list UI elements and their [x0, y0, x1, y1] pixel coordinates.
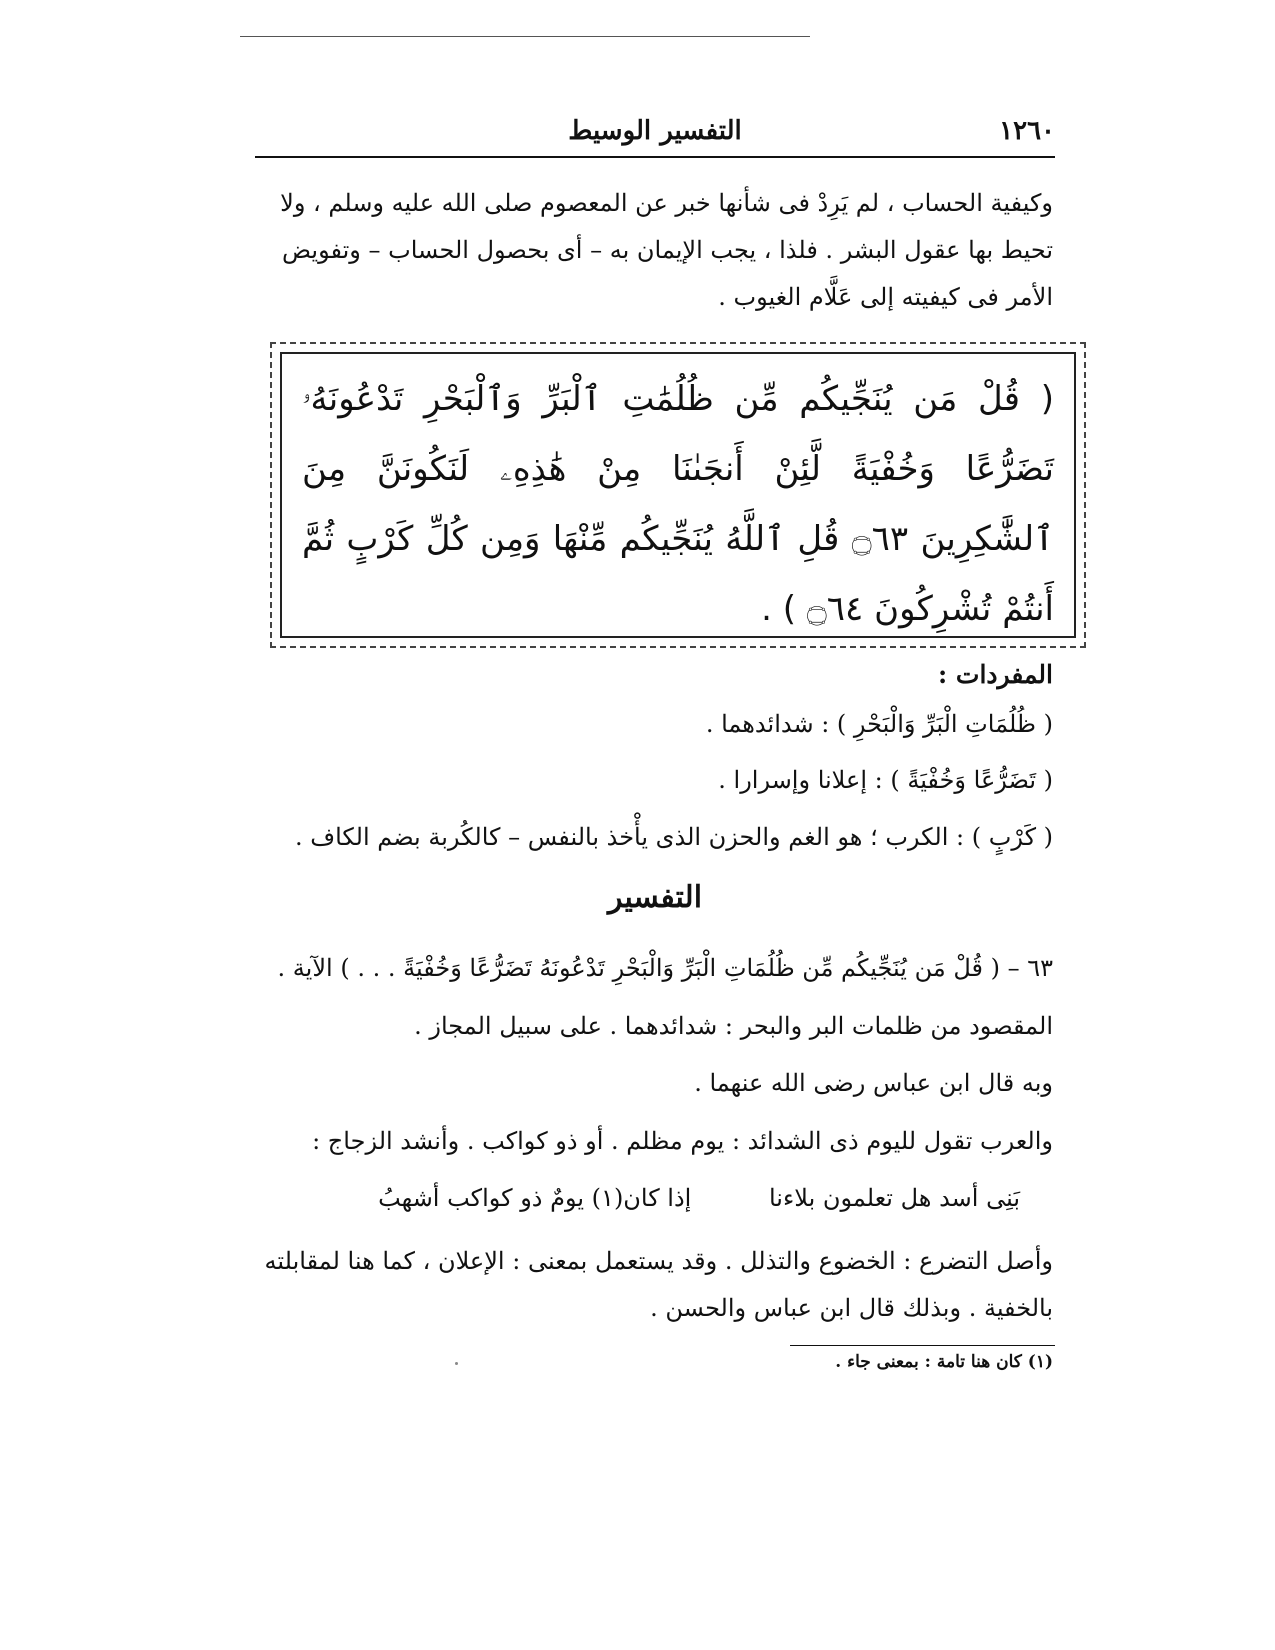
vocabulary-heading: المفردات :	[937, 660, 1053, 689]
poem-second-hemistich: إذا كان(١) يومٌ ذو كواكب أشهبُ	[378, 1184, 692, 1212]
poem-first-hemistich: بَنِى أسد هل تعلمون بلاءنا	[768, 1184, 1020, 1212]
running-title: التفسير الوسيط	[568, 116, 742, 146]
scan-edge-line	[240, 36, 810, 37]
page-header	[255, 110, 1055, 158]
vocabulary-item: ( تَضَرُّعًا وَخُفْيَةً ) : إعلانا وإسرارا .	[718, 766, 1053, 794]
commentary-verse-line: ٦٣ – ( قُلْ مَن يُنَجِّيكُم مِّن ظُلُمَاتِ الْبَرِّ وَالْبَحْرِ تَدْعُونَهُ تَضَرُّعًا وَخُفْيَةً . . . ) الآية .	[277, 954, 1053, 982]
footnote-divider	[790, 1345, 1055, 1346]
vocabulary-item: ( ظُلُمَاتِ الْبَرِّ وَالْبَحْرِ ) : شدائدهما .	[705, 710, 1053, 738]
commentary-line: المقصود من ظلمات البر والبحر : شدائدهما . على سبيل المجاز .	[414, 1012, 1053, 1040]
scan-speck	[455, 1362, 458, 1365]
footnote: (١) كان هنا تامة : بمعنى جاء .	[835, 1352, 1053, 1372]
commentary-line: وبه قال ابن عباس رضى الله عنهما .	[694, 1069, 1053, 1097]
quran-verse-text: ( قُلْ مَن يُنَجِّيكُم مِّن ظُلُمَٰتِ ٱلْبَرِّ وَٱلْبَحْرِ تَدْعُونَهُۥ تَضَرُّعًا وَخُفْيَةً لَّئِنْ أَنجَىٰنَا مِنْ هَٰذِهِۦ لَنَكُونَنَّ مِنَ ٱلشَّٰكِرِينَ ۝٦٣ قُلِ ٱللَّهُ يُنَجِّيكُم مِّنْهَا وَمِن كُلِّ كَرْبٍ ثُمَّ أَنتُمْ تُشْرِكُونَ ۝٦٤ ) .	[302, 379, 1054, 629]
commentary-heading: التفسير	[607, 880, 703, 915]
vocabulary-item: ( كَرْبٍ ) : الكرب ؛ هو الغم والحزن الذى يأْخذ بالنفس – كالكُربة بضم الكاف .	[294, 823, 1053, 851]
commentary-line: والعرب تقول لليوم ذى الشدائد : يوم مظلم . أو ذو كواكب . وأنشد الزجاج :	[312, 1127, 1053, 1155]
verse-frame	[280, 352, 1076, 638]
intro-paragraph: وكيفية الحساب ، لم يَرِدْ فى شأنها خبر عن المعصوم صلى الله عليه وسلم ، ولا تحيط بها عقول البشر . فلذا ، يجب الإيمان به – أى بحصول الحساب – وتفويض الأمر فى كيفيته إلى عَلَّام الغيوب .	[280, 189, 1053, 311]
poem-verse	[260, 1175, 1020, 1222]
commentary-paragraph: وأصل التضرع : الخضوع والتذلل . وقد يستعمل بمعنى : الإعلان ، كما هنا لمقابلته بالخفية . وبذلك قال ابن عباس والحسن .	[264, 1247, 1053, 1322]
page-number: ١٢٦٠	[999, 116, 1055, 146]
